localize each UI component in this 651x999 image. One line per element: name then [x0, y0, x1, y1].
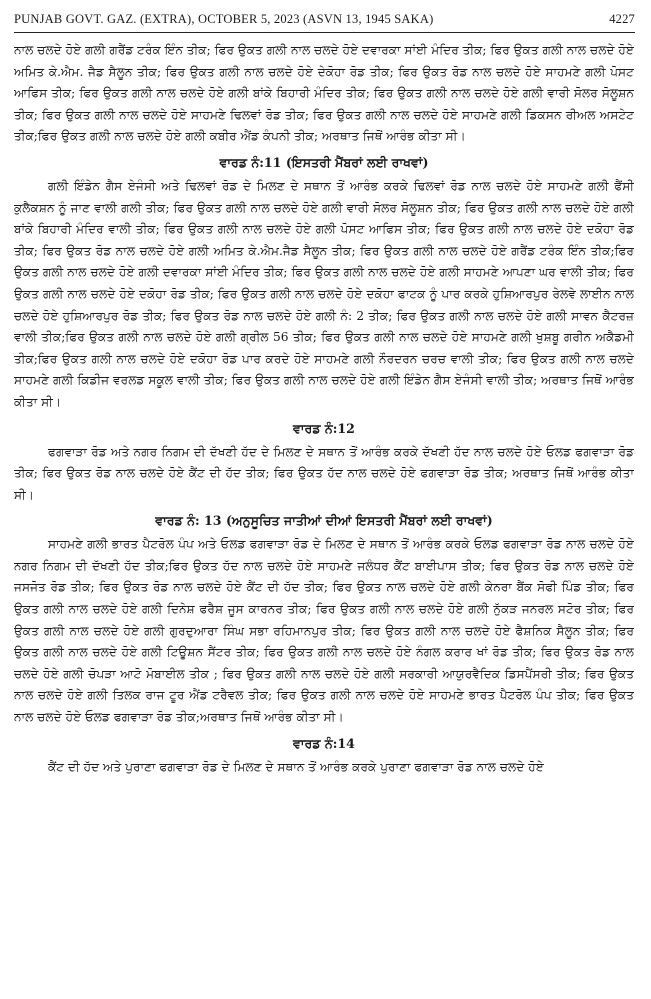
ward-10-text: ਨਾਲ ਚਲਦੇ ਹੋਏ ਗਲੀ ਗਰੈਂਡ ਟਰੰਕ ਇੰਨ ਤੀਕ; ਫਿਰ ਉਕਤ ਗਲੀ ਨਾਲ ਚਲਦੇ ਹੋਏ ਦਵਾਰਕਾ ਸਾਂਈ ਮੰਦਿਰ ਤੀਕ; ਫਿਰ ਉਕਤ ਗਲੀ ਨਾਲ ਚਲਦੇ ਹੋਏ ਅਮਿਤ ਕੇ.ਐਮ. ਜੈਡ ਸੈਲੂਨ ਤੀਕ; ਫਿਰ ਉਕਤ ਗਲੀ ਨਾਲ ਚਲਦੇ ਹੋਏ ਦੇਕੋਹਾ ਰੋਡ ਤੀਕ; ਫਿਰ ਉਕਤ ਰੋਡ ਨਾਲ ਚਲਦੇ ਹੋਏ ਸਾਹਮਣੇ ਗਲੀ ਪੋਸਟ ਆਫਿਸ ਤੀਕ; ਫਿਰ ਉਕਤ ਗਲੀ ਨਾਲ ਚਲਦੇ ਹੋਏ ਗਲੀ ਬਾਂਕੇ ਬਿਹਾਰੀ ਮੰਦਿਰ ਤੀਕ; ਫਿਰ ਉਕਤ ਗਲੀ ਨਾਲ ਚਲਦੇ ਹੋਏ ਗਲੀ ਵਾਰੀ ਸੋਲਰ ਸੋਲੂਸ਼ਨ ਤੀਕ; ਫਿਰ ਉਕਤ ਗਲੀ ਨਾਲ ਚਲਦੇ ਹੋਏ ਸਾਹਮਣੇ ਢਿਲਵਾਂ ਰੋਡ ਤੀਕ; ਫਿਰ ਉਕਤ ਗਲੀ ਨਾਲ ਚਲਦੇ ਹੋਏ ਸਾਹਮਣੇ ਗਲੀ ਡਿਕਸਨ ਰੀਅਲ ਅਸਟੇਟ ਤੀਕ;ਫਿਰ ਉਕਤ ਗਲੀ ਨਾਲ ਚਲਦੇ ਹੋਏ ਗਲੀ ਕਬੀਰ ਐਂਡ ਕੰਪਨੀ ਤੀਕ; ਅਰਥਾਤ ਜਿਥੋਂ ਆਰੰਭ ਕੀਤਾ ਸੀ। — [14, 43, 634, 144]
gazette-title: PUNJAB GOVT. GAZ. (EXTRA), OCTOBER 5, 2023 (ASVN 13, 1945 SAKA) — [14, 11, 434, 26]
ward-12-text: ਫਗਵਾੜਾ ਰੋਡ ਅਤੇ ਨਗਰ ਨਿਗਮ ਦੀ ਦੱਖਣੀ ਹੱਦ ਦੇ ਮਿਲਣ ਦੇ ਸਥਾਨ ਤੋਂ ਆਰੰਭ ਕਰਕੇ ਦੱਖਣੀ ਹੱਦ ਨਾਲ ਚਲਦੇ ਹੋਏ ਓਲਡ ਫਗਵਾੜਾ ਰੋਡ ਤੀਕ; ਫਿਰ ਉਕਤ ਰੋਡ ਨਾਲ ਚਲਦੇ ਹੋਏ ਕੈਂਟ ਦੀ ਹੱਦ ਤੀਕ; ਫਿਰ ਉਕਤ ਹੱਦ ਨਾਲ ਚਲਦੇ ਹੋਏ ਫਗਵਾੜਾ ਰੋਡ ਤੀਕ; ਅਰਥਾਤ ਜਿਥੋਂ ਆਰੰਭ ਕੀਤਾ ਸੀ। — [14, 444, 634, 502]
ward-13-heading: ਵਾਰਡ ਨੰ: 13 (ਅਨੁਸੂਚਿਤ ਜਾਤੀਆਂ ਦੀਆਂ ਇਸਤਰੀ ਮੈਂਬਰਾਂ ਲਈ ਰਾਖਵਾਂ) — [155, 513, 493, 529]
header-rule — [14, 32, 635, 33]
ward-14-text: ਕੈਂਟ ਦੀ ਹੱਦ ਅਤੇ ਪੁਰਾਣਾ ਫਗਵਾੜਾ ਰੋਡ ਦੇ ਮਿਲਣ ਦੇ ਸਥਾਨ ਤੋਂ ਆਰੰਭ ਕਰਕੇ ਪੁਰਾਣਾ ਫਗਵਾੜਾ ਰੋਡ ਨਾਲ ਚਲਦੇ ਹੋਏ — [48, 759, 544, 774]
ward-10-continuation — [14, 40, 634, 148]
ward-12-heading: ਵਾਰਡ ਨੰ:12 — [293, 420, 355, 436]
page-number: 4227 — [609, 11, 635, 26]
ward-14 — [14, 735, 634, 779]
ward-11 — [14, 154, 634, 414]
ward-13-text: ਸਾਹਮਣੇ ਗਲੀ ਭਾਰਤ ਪੈਟਰੋਲ ਪੰਪ ਅਤੇ ਓਲਡ ਫਗਵਾੜਾ ਰੋਡ ਦੇ ਮਿਲਣ ਦੇ ਸਥਾਨ ਤੋਂ ਆਰੰਭ ਕਰਕੇ ਓਲਡ ਫਗਵਾੜਾ ਰੋਡ ਨਾਲ ਚਲਦੇ ਹੋਏ ਨਗਰ ਨਿਗਮ ਦੀ ਦੱਖਣੀ ਹੱਦ ਤੀਕ;ਫਿਰ ਉਕਤ ਹੱਦ ਨਾਲ ਚਲਦੇ ਹੋਏ ਸਾਹਮਣੇ ਜਲੰਧਰ ਕੈਂਟ ਬਾਈਪਾਸ ਤੀਕ; ਫਿਰ ਉਕਤ ਰੋਡ ਨਾਲ ਚਲਦੇ ਹੋਏ ਜਸਜੋਤ ਰੋਡ ਤੀਕ; ਫਿਰ ਉਕਤ ਰੋਡ ਨਾਲ ਚਲਦੇ ਹੋਏ ਕੈਂਟ ਦੀ ਹੱਦ ਤੀਕ; ਫਿਰ ਉਕਤ ਨਾਲ ਚਲਦੇ ਹੋਏ ਗਲੀ ਕੇਨਰਾ ਬੈਂਕ ਸੋਫੀ ਪਿੰਡ ਤੀਕ; ਫਿਰ ਉਕਤ ਗਲੀ ਨਾਲ ਚਲਦੇ ਹੋਏ ਗਲੀ ਦਿਨੇਸ਼ ਫਰੈਸ਼ ਜੂਸ ਕਾਰਨਰ ਤੀਕ; ਫਿਰ ਉਕਤ ਗਲੀ ਨਾਲ ਚਲਦੇ ਹੋਏ ਗਲੀ ਨੁੱਕੜ ਜਨਰਲ ਸਟੋਰ ਤੀਕ; ਫਿਰ ਉਕਤ ਗਲੀ ਨਾਲ ਚਲਦੇ ਹੋਏ ਗਲੀ ਗੁਰਦੁਆਰਾ ਸਿੰਘ ਸਭਾ ਰਹਿਮਾਨਪੁਰ ਤੀਕ; ਫਿਰ ਉਕਤ ਗਲੀ ਨਾਲ ਚਲਦੇ ਹੋਏ ਫੈਸ਼ਨਿਕ ਸੈਲੂਨ ਤੀਕ; ਫਿਰ ਉਕਤ ਗਲੀ ਨਾਲ ਚਲਦੇ ਹੋਏ ਗਲੀ ਟਿਊਸ਼ਨ ਸੈਂਟਰ ਤੀਕ; ਫਿਰ ਉਕਤ ਗਲੀ ਨਾਲ ਚਲਦੇ ਹੋਏ ਨੰਗਲ ਕਰਾਰ ਖਾਂ ਰੋਡ ਤੀਕ; ਫਿਰ ਉਕਤ ਰੋਡ ਨਾਲ ਚਲਦੇ ਹੋਏ ਗਲੀ ਚੋਪੜਾ ਆਟੋ ਮੋਬਾਈਲ ਤੀਕ ; ਫਿਰ ਉਕਤ ਗਲੀ ਨਾਲ ਚਲਦੇ ਹੋਏ ਗਲੀ ਸਰਕਾਰੀ ਆਯੁਰਵੈਦਿਕ ਡਿਸਪੈਂਸਰੀ ਤੀਕ; ਫਿਰ ਉਕਤ ਨਾਲ ਚਲਦੇ ਹੋਏ ਗਲੀ ਤਿਲਕ ਰਾਜ ਟੂਰ ਐਂਡ ਟਰੈਵਲ ਤੀਕ; ਫਿਰ ਉਕਤ ਗਲੀ ਨਾਲ ਚਲਦੇ ਹੋਏ ਸਾਹਮਣੇ ਭਾਰਤ ਪੈਟਰੋਲ ਪੰਪ ਤੀਕ; ਫਿਰ ਉਕਤ ਨਾਲ ਚਲਦੇ ਹੋਏ ਓਲਡ ਫਗਵਾੜਾ ਰੋਡ ਤੀਕ;ਅਰਥਾਤ ਜਿਥੋਂ ਆਰੰਭ ਕੀਤਾ ਸੀ। — [14, 537, 634, 725]
document-body — [14, 40, 634, 995]
ward-12 — [14, 420, 634, 507]
ward-14-heading: ਵਾਰਡ ਨੰ:14 — [293, 735, 355, 751]
ward-11-heading: ਵਾਰਡ ਨੰ:11 (ਇਸਤਰੀ ਮੈਂਬਰਾਂ ਲਈ ਰਾਖਵਾਂ) — [219, 154, 429, 170]
page-header — [14, 8, 635, 30]
ward-11-text: ਗਲੀ ਇੰਡੇਨ ਗੈਸ ਏਜੰਸੀ ਅਤੇ ਢਿਲਵਾਂ ਰੋਡ ਦੇ ਮਿਲਣ ਦੇ ਸਥਾਨ ਤੋਂ ਆਰੰਭ ਕਰਕੇ ਢਿਲਵਾਂ ਰੋਡ ਨਾਲ ਚਲਦੇ ਹੋਏ ਸਾਹਮਣੇ ਗਲੀ ਫੈਂਸੀ ਕੁਲੈਕਸ਼ਨ ਨੂੰ ਜਾਣ ਵਾਲੀ ਗਲੀ ਤੀਕ; ਫਿਰ ਉਕਤ ਗਲੀ ਨਾਲ ਚਲਦੇ ਹੋਏ ਗਲੀ ਵਾਰੀ ਸੋਲਰ ਸੋਲੂਸ਼ਨ ਤੀਕ; ਫਿਰ ਉਕਤ ਗਲੀ ਨਾਲ ਚਲਦੇ ਹੋਏ ਗਲੀ ਬਾਂਕੇ ਬਿਹਾਰੀ ਮੰਦਿਰ ਵਾਲੀ ਤੀਕ; ਫਿਰ ਉਕਤ ਗਲੀ ਨਾਲ ਚਲਦੇ ਹੋਏ ਗਲੀ ਪੋਸਟ ਆਫਿਸ ਤੀਕ; ਫਿਰ ਉਕਤ ਗਲੀ ਨਾਲ ਚਲਦੇ ਹੋਏ ਦਕੋਹਾ ਰੋਡ ਤੀਕ; ਫਿਰ ਉਕਤ ਰੋਡ ਨਾਲ ਚਲਦੇ ਹੋਏ ਗਲੀ ਅਮਿਤ ਕੇ.ਐਮ.ਜੈਡ ਸੈਲੂਨ ਤੀਕ; ਫਿਰ ਉਕਤ ਗਲੀ ਨਾਲ ਚਲਦੇ ਹੋਏ ਗਰੈਂਡ ਟਰੰਕ ਇੰਨ ਤੀਕ;ਫਿਰ ਉਕਤ ਗਲੀ ਨਾਲ ਚਲਦੇ ਹੋਏ ਗਲੀ ਦਵਾਰਕਾ ਸਾਂਈ ਮੰਦਿਰ ਤੀਕ; ਫਿਰ ਉਕਤ ਗਲੀ ਨਾਲ ਚਲਦੇ ਹੋਏ ਗਲੀ ਸਾਹਮਣੇ ਆਪਣਾ ਘਰ ਵਾਲੀ ਤੀਕ; ਫਿਰ ਉਕਤ ਗਲੀ ਨਾਲ ਚਲਦੇ ਹੋਏ ਦਕੋਹਾ ਰੋਡ ਤੀਕ; ਫਿਰ ਉਕਤ ਗਲੀ ਨਾਲ ਚਲਦੇ ਹੋਏ ਦਕੋਹਾ ਫਾਟਕ ਨੂੰ ਪਾਰ ਕਰਕੇ ਹੁਸ਼ਿਆਰਪੁਰ ਰੇਲਵੇ ਲਾਈਨ ਨਾਲ ਚਲਦੇ ਹੋਏ ਹੁਸ਼ਿਆਰਪੁਰ ਰੋਡ ਤੀਕ; ਫਿਰ ਉਕਤ ਰੋਡ ਨਾਲ ਚਲਦੇ ਹੋਏ ਗਲੀ ਨੰ: 2 ਤੀਕ; ਫਿਰ ਉਕਤ ਗਲੀ ਨਾਲ ਚਲਦੇ ਹੋਏ ਗਲੀ ਸਾਵਨ ਕੈਟਰਜ਼ ਵਾਲੀ ਤੀਕ;ਫਿਰ ਉਕਤ ਗਲੀ ਨਾਲ ਚਲਦੇ ਹੋਏ ਗਲੀ ਗ੍ਰੀਲ 56 ਤੀਕ; ਫਿਰ ਉਕਤ ਗਲੀ ਨਾਲ ਚਲਦੇ ਹੋਏ ਸਾਹਮਣੇ ਗਲੀ ਖੁਸ਼ਬੂ ਗਰੀਨ ਅਕੈਡਮੀ ਤੀਕ;ਫਿਰ ਉਕਤ ਗਲੀ ਨਾਲ ਚਲਦੇ ਹੋਏ ਦਕੋਹਾ ਰੋਡ ਪਾਰ ਕਰਦੇ ਹੋਏ ਸਾਹਮਣੇ ਗਲੀ ਨੌਰਦਰਨ ਚਰਚ ਵਾਲੀ ਤੀਕ; ਫਿਰ ਉਕਤ ਗਲੀ ਨਾਲ ਚਲਦੇ ਸਾਹਮਣੇ ਗਲੀ ਕਿਡੀਜ ਵਰਲਡ ਸਕੂਲ ਵਾਲੀ ਤੀਕ; ਫਿਰ ਉਕਤ ਗਲੀ ਨਾਲ ਚਲਦੇ ਹੋਏ ਗਲੀ ਇੰਡੇਨ ਗੈਸ ਏਜੰਸੀ ਵਾਲੀ ਤੀਕ; ਅਰਥਾਤ ਜਿਥੋਂ ਆਰੰਭ ਕੀਤਾ ਸੀ। — [14, 178, 634, 409]
ward-13 — [14, 512, 634, 728]
